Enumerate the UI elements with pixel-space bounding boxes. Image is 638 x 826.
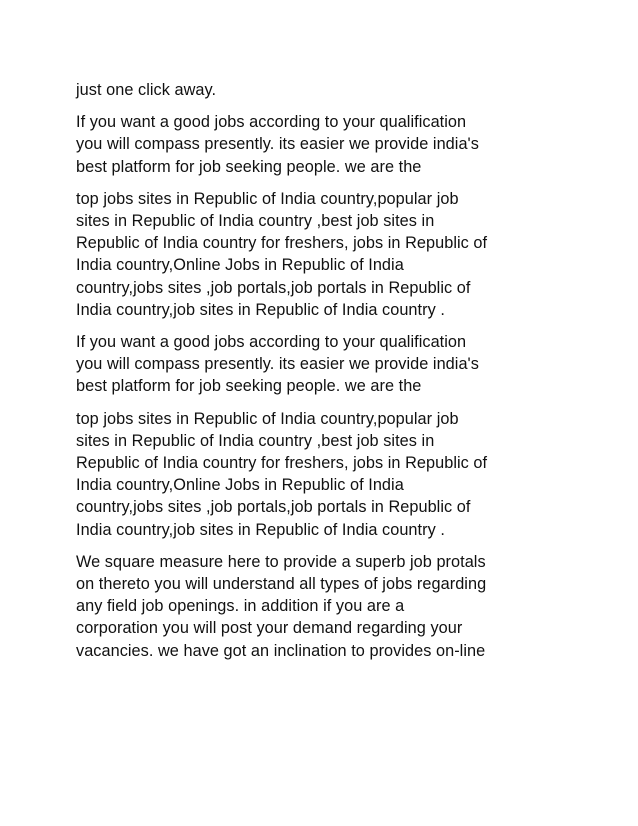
text-line: country,jobs sites ,job portals,job portals in Republic of [76, 278, 471, 297]
paragraph-6 [76, 551, 568, 662]
text-line: sites in Republic of India country ,best job sites in [76, 431, 435, 450]
text-line: vacancies. we have got an inclination to provides on-line [76, 641, 486, 660]
text-line: Republic of India country for freshers, jobs in Republic of [76, 454, 488, 473]
text-line: country,jobs sites ,job portals,job portals in Republic of [76, 498, 471, 517]
text-line: If you want a good jobs according to your qualification [76, 113, 467, 132]
text-line: you will compass presently. its easier we provide india's [76, 135, 479, 154]
paragraph-3 [76, 188, 568, 321]
text-line: Republic of India country for freshers, jobs in Republic of [76, 234, 488, 253]
text-line: you will compass presently. its easier we provide india's [76, 355, 479, 374]
text-line: If you want a good jobs according to your qualification [76, 333, 467, 352]
paragraph-5 [76, 408, 568, 541]
text-line: best platform for job seeking people. we are the [76, 377, 422, 396]
text-line: India country,job sites in Republic of India country . [76, 520, 445, 539]
paragraph-4 [76, 331, 568, 398]
text-line: India country,job sites in Republic of India country . [76, 300, 445, 319]
text-line: just one click away. [76, 81, 217, 99]
paragraph-1 [76, 79, 568, 101]
text-line: any field job openings. in addition if you are a [76, 597, 405, 616]
text-line: on thereto you will understand all types of jobs regarding [76, 575, 487, 594]
document-body [76, 79, 568, 672]
text-line: India country,Online Jobs in Republic of India [76, 256, 404, 275]
text-line: top jobs sites in Republic of India country,popular job [76, 189, 459, 208]
text-line: We square measure here to provide a superb job protals [76, 552, 486, 571]
text-line: best platform for job seeking people. we are the [76, 157, 422, 176]
text-line: India country,Online Jobs in Republic of India [76, 476, 404, 495]
text-line: corporation you will post your demand regarding your [76, 619, 463, 638]
paragraph-2 [76, 111, 568, 178]
text-line: sites in Republic of India country ,best job sites in [76, 212, 435, 231]
text-line: top jobs sites in Republic of India country,popular job [76, 409, 459, 428]
